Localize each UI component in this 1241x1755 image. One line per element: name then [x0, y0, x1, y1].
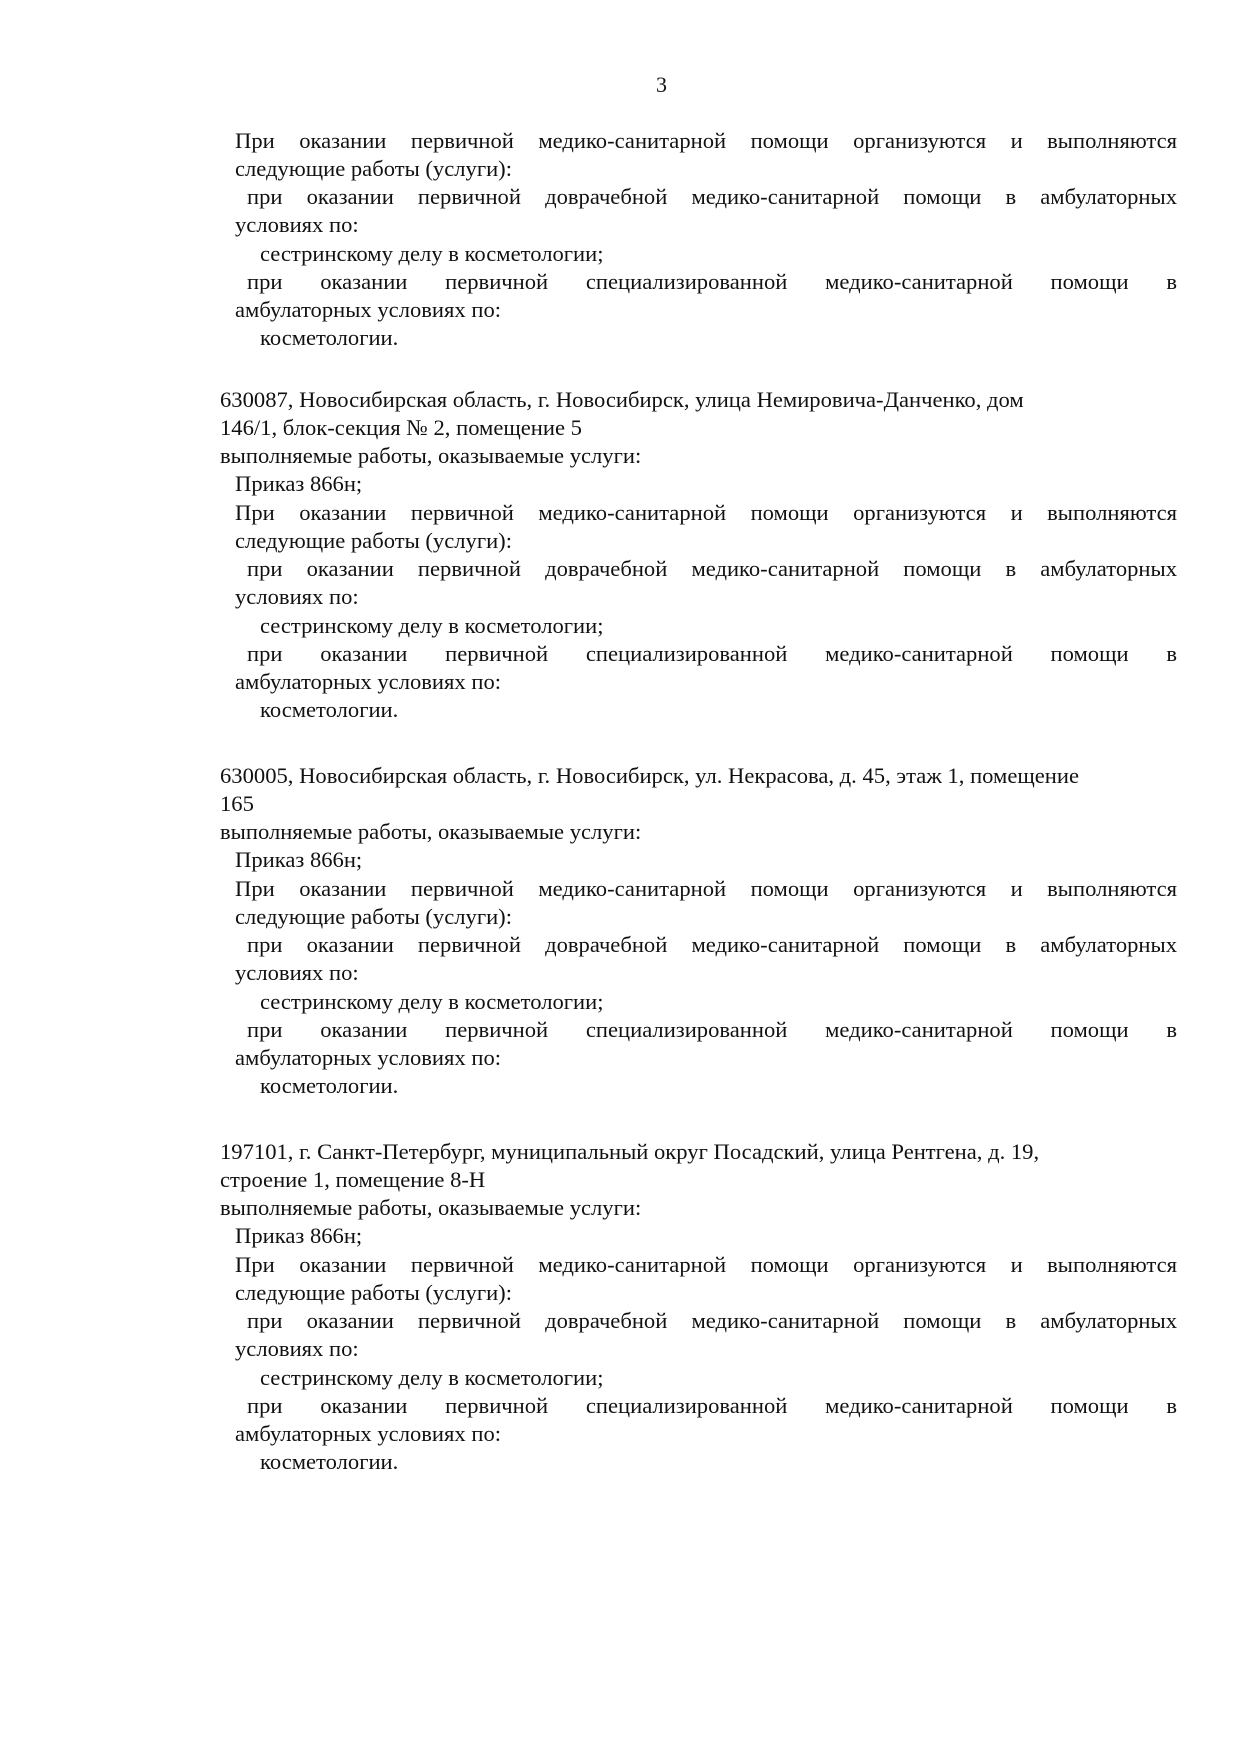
address-line-1: 197101, г. Санкт-Петербург, муниципальный округ Посадский, улица Рентгена, д. 19, — [220, 1139, 1040, 1164]
works-label: выполняемые работы, оказываемые услуги: — [220, 1195, 642, 1220]
preclinical-line-2: условиях по: — [235, 1336, 359, 1361]
order-reference: Приказ 866н; — [235, 1223, 363, 1248]
intro-line-1: При оказании первичной медико-санитарной помощи организуются и выполняются — [235, 876, 1177, 901]
specialized-line-1: при оказании первичной специализированной медико-санитарной помощи в — [247, 1017, 1177, 1042]
intro-line-2: следующие работы (услуги): — [235, 156, 512, 181]
address-line-2: строение 1, помещение 8-Н — [220, 1167, 486, 1192]
preclinical-line-2: условиях по: — [235, 212, 359, 237]
intro-line-2: следующие работы (услуги): — [235, 904, 512, 929]
preclinical-line-1: при оказании первичной доврачебной медико-санитарной помощи в амбулаторных — [247, 556, 1177, 581]
specialized-line-1: при оказании первичной специализированной медико-санитарной помощи в — [247, 641, 1177, 666]
intro-line-1: При оказании первичной медико-санитарной помощи организуются и выполняются — [235, 1252, 1177, 1277]
address-line-2: 165 — [220, 791, 254, 816]
preclinical-item: сестринскому делу в косметологии; — [260, 241, 604, 266]
specialized-item: косметологии. — [260, 1073, 399, 1098]
specialized-item: косметологии. — [260, 325, 399, 350]
intro-line-2: следующие работы (услуги): — [235, 528, 512, 553]
preclinical-item: сестринскому делу в косметологии; — [260, 989, 604, 1014]
specialized-line-2: амбулаторных условиях по: — [235, 669, 502, 694]
specialized-line-1: при оказании первичной специализированной медико-санитарной помощи в — [247, 269, 1177, 294]
order-reference: Приказ 866н; — [235, 847, 363, 872]
preclinical-line-2: условиях по: — [235, 960, 359, 985]
works-label: выполняемые работы, оказываемые услуги: — [220, 819, 642, 844]
works-label: выполняемые работы, оказываемые услуги: — [220, 443, 642, 468]
preclinical-line-1: при оказании первичной доврачебной медико-санитарной помощи в амбулаторных — [247, 1308, 1177, 1333]
specialized-line-2: амбулаторных условиях по: — [235, 1421, 502, 1446]
preclinical-item: сестринскому делу в косметологии; — [260, 613, 604, 638]
specialized-item: косметологии. — [260, 697, 399, 722]
preclinical-item: сестринскому делу в косметологии; — [260, 1365, 604, 1390]
specialized-item: косметологии. — [260, 1449, 399, 1474]
specialized-line-2: амбулаторных условиях по: — [235, 1045, 502, 1070]
order-reference: Приказ 866н; — [235, 471, 363, 496]
specialized-line-2: амбулаторных условиях по: — [235, 297, 502, 322]
preclinical-line-2: условиях по: — [235, 584, 359, 609]
page-number: 3 — [656, 72, 667, 97]
specialized-line-1: при оказании первичной специализированной медико-санитарной помощи в — [247, 1393, 1177, 1418]
preclinical-line-1: при оказании первичной доврачебной медико-санитарной помощи в амбулаторных — [247, 932, 1177, 957]
intro-line-2: следующие работы (услуги): — [235, 1280, 512, 1305]
intro-line-1: При оказании первичной медико-санитарной помощи организуются и выполняются — [235, 500, 1177, 525]
address-line-1: 630087, Новосибирская область, г. Новосибирск, улица Немировича-Данченко, дом — [220, 387, 1024, 412]
address-line-2: 146/1, блок-секция № 2, помещение 5 — [220, 415, 582, 440]
address-line-1: 630005, Новосибирская область, г. Новосибирск, ул. Некрасова, д. 45, этаж 1, помещение — [220, 763, 1080, 788]
intro-line-1: При оказании первичной медико-санитарной помощи организуются и выполняются — [235, 128, 1177, 153]
preclinical-line-1: при оказании первичной доврачебной медико-санитарной помощи в амбулаторных — [247, 184, 1177, 209]
